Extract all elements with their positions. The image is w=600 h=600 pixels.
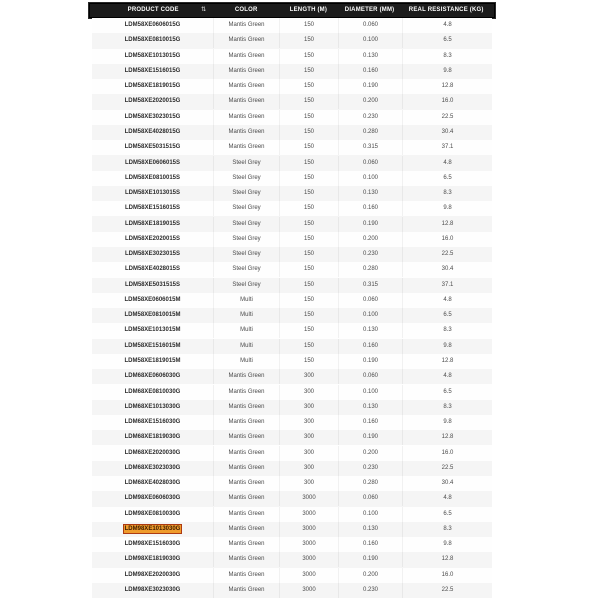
cell-diameter: 0.130	[338, 49, 402, 64]
cell-product-code: LDM58XE0606015S	[124, 159, 181, 166]
cell-product-code: LDM58XE0810015S	[124, 174, 181, 181]
cell-length: 3000	[279, 537, 338, 552]
highlighted-product-code: LDM98XE1013030G	[124, 525, 181, 532]
cell-color: Multi	[213, 339, 279, 354]
cell-diameter: 0.190	[338, 354, 402, 369]
cell-diameter: 0.060	[338, 18, 402, 33]
cell-color: Mantis Green	[213, 94, 279, 109]
cell-product-code: LDM58XE0606015M	[124, 296, 181, 303]
cell-real-resistance: 16.0	[402, 94, 492, 109]
cell-length: 150	[279, 156, 338, 171]
cell-product-code: LDM68XE0810030G	[124, 388, 181, 395]
cell-product-code: LDM58XE3023015S	[124, 251, 181, 258]
cell-real-resistance: 9.8	[402, 64, 492, 79]
cell-length: 150	[279, 247, 338, 262]
column-header-length[interactable]: LENGTH (M)	[289, 7, 328, 13]
cell-length: 3000	[279, 522, 338, 537]
cell-diameter: 0.060	[338, 369, 402, 384]
cell-length: 150	[279, 18, 338, 33]
cell-length: 300	[279, 385, 338, 400]
cell-real-resistance: 4.8	[402, 18, 492, 33]
cell-product-code: LDM98XE1516030G	[124, 541, 181, 548]
cell-product-code: LDM58XE5031515S	[124, 281, 181, 288]
cell-real-resistance: 37.1	[402, 140, 492, 155]
cell-diameter: 0.315	[338, 278, 402, 293]
cell-color: Mantis Green	[213, 64, 279, 79]
cell-diameter: 0.160	[338, 201, 402, 216]
cell-color: Mantis Green	[213, 446, 279, 461]
cell-product-code: LDM58XE1013015G	[124, 52, 181, 59]
table-row	[92, 33, 492, 48]
cell-diameter: 0.130	[338, 186, 402, 201]
cell-real-resistance: 12.8	[402, 430, 492, 445]
cell-diameter: 0.100	[338, 507, 402, 522]
cell-diameter: 0.230	[338, 110, 402, 125]
cell-color: Mantis Green	[213, 385, 279, 400]
cell-length: 300	[279, 446, 338, 461]
cell-diameter: 0.060	[338, 293, 402, 308]
table-row	[92, 171, 492, 186]
cell-color: Mantis Green	[213, 461, 279, 476]
sort-icon[interactable]: ⇅	[201, 7, 207, 13]
table-row	[92, 201, 492, 216]
cell-length: 150	[279, 308, 338, 323]
table-row	[92, 430, 492, 445]
cell-real-resistance: 30.4	[402, 125, 492, 140]
cell-diameter: 0.100	[338, 308, 402, 323]
cell-real-resistance: 37.1	[402, 278, 492, 293]
cell-product-code: LDM58XE1819015M	[124, 357, 181, 364]
cell-color: Mantis Green	[213, 522, 279, 537]
cell-length: 150	[279, 278, 338, 293]
product-table	[92, 3, 492, 598]
table-row	[92, 445, 492, 460]
cell-real-resistance: 16.0	[402, 446, 492, 461]
cell-length: 150	[279, 33, 338, 48]
cell-color: Multi	[213, 293, 279, 308]
cell-diameter: 0.190	[338, 552, 402, 567]
cell-product-code: LDM58XE1516015M	[124, 342, 181, 349]
cell-length: 300	[279, 369, 338, 384]
column-header-product-code-label: PRODUCT CODE	[127, 7, 179, 13]
cell-color: Mantis Green	[213, 369, 279, 384]
cell-color: Mantis Green	[213, 430, 279, 445]
cell-product-code: LDM68XE2020030G	[124, 449, 181, 456]
cell-length: 150	[279, 171, 338, 186]
cell-diameter: 0.200	[338, 568, 402, 583]
cell-real-resistance: 12.8	[402, 79, 492, 94]
cell-color: Steel Grey	[213, 278, 279, 293]
cell-length: 150	[279, 79, 338, 94]
cell-diameter: 0.130	[338, 400, 402, 415]
cell-diameter: 0.130	[338, 323, 402, 338]
cell-real-resistance: 8.3	[402, 400, 492, 415]
cell-color: Mantis Green	[213, 125, 279, 140]
cell-diameter: 0.100	[338, 33, 402, 48]
cell-diameter: 0.200	[338, 232, 402, 247]
table-row	[92, 308, 492, 323]
cell-length: 3000	[279, 491, 338, 506]
cell-length: 150	[279, 125, 338, 140]
cell-product-code: LDM58XE1516015S	[124, 205, 181, 212]
table-row	[92, 186, 492, 201]
column-header-diameter[interactable]: DIAMETER (MM)	[344, 7, 395, 13]
table-row	[92, 293, 492, 308]
cell-real-resistance: 9.8	[402, 415, 492, 430]
cell-real-resistance: 12.8	[402, 217, 492, 232]
table-row	[92, 140, 492, 155]
cell-product-code: LDM58XE5031515G	[124, 144, 181, 151]
table-header-row	[89, 3, 495, 18]
cell-product-code: LDM58XE2020015S	[124, 235, 181, 242]
cell-length: 150	[279, 140, 338, 155]
cell-product-code: LDM68XE1819030G	[124, 434, 181, 441]
cell-real-resistance: 8.3	[402, 186, 492, 201]
cell-real-resistance: 9.8	[402, 537, 492, 552]
cell-product-code: LDM58XE2020015G	[124, 98, 181, 105]
cell-diameter: 0.200	[338, 446, 402, 461]
cell-real-resistance: 30.4	[402, 476, 492, 491]
cell-length: 300	[279, 461, 338, 476]
cell-real-resistance: 16.0	[402, 232, 492, 247]
cell-length: 150	[279, 186, 338, 201]
cell-product-code: LDM98XE1819030G	[124, 556, 181, 563]
cell-product-code: LDM68XE1516030G	[124, 419, 181, 426]
cell-product-code: LDM58XE0606015G	[124, 22, 181, 29]
cell-color: Mantis Green	[213, 476, 279, 491]
cell-color: Steel Grey	[213, 247, 279, 262]
table-row	[92, 247, 492, 262]
table-row	[92, 400, 492, 415]
table-row	[92, 461, 492, 476]
table-row	[92, 64, 492, 79]
cell-color: Steel Grey	[213, 232, 279, 247]
cell-real-resistance: 6.5	[402, 385, 492, 400]
cell-length: 150	[279, 262, 338, 277]
cell-diameter: 0.160	[338, 339, 402, 354]
cell-color: Mantis Green	[213, 552, 279, 567]
cell-color: Steel Grey	[213, 186, 279, 201]
cell-diameter: 0.190	[338, 79, 402, 94]
cell-length: 150	[279, 94, 338, 109]
cell-diameter: 0.060	[338, 491, 402, 506]
cell-product-code: LDM58XE1819015G	[124, 83, 181, 90]
cell-color: Steel Grey	[213, 262, 279, 277]
column-header-color[interactable]: COLOR	[234, 7, 258, 13]
table-row	[92, 476, 492, 491]
cell-product-code: LDM58XE1013015M	[124, 327, 181, 334]
cell-color: Mantis Green	[213, 537, 279, 552]
cell-diameter: 0.280	[338, 262, 402, 277]
cell-product-code: LDM68XE0606030G	[124, 373, 181, 380]
table-row	[92, 125, 492, 140]
cell-color: Mantis Green	[213, 49, 279, 64]
cell-product-code: LDM68XE3023030G	[124, 464, 181, 471]
table-row	[92, 415, 492, 430]
cell-color: Multi	[213, 308, 279, 323]
cell-real-resistance: 8.3	[402, 49, 492, 64]
cell-product-code: LDM58XE1516015G	[124, 67, 181, 74]
table-row	[92, 568, 492, 583]
cell-product-code: LDM58XE1013015S	[124, 190, 181, 197]
cell-diameter: 0.190	[338, 430, 402, 445]
cell-color: Mantis Green	[213, 33, 279, 48]
cell-real-resistance: 9.8	[402, 339, 492, 354]
table-row	[92, 507, 492, 522]
cell-product-code: LDM58XE4028015S	[124, 266, 181, 273]
cell-length: 3000	[279, 568, 338, 583]
cell-color: Steel Grey	[213, 171, 279, 186]
cell-color: Mantis Green	[213, 415, 279, 430]
cell-real-resistance: 6.5	[402, 308, 492, 323]
cell-real-resistance: 4.8	[402, 156, 492, 171]
cell-color: Mantis Green	[213, 79, 279, 94]
table-row	[92, 339, 492, 354]
cell-real-resistance: 6.5	[402, 33, 492, 48]
cell-real-resistance: 6.5	[402, 171, 492, 186]
cell-real-resistance: 22.5	[402, 110, 492, 125]
table-row	[92, 262, 492, 277]
cell-color: Mantis Green	[213, 18, 279, 33]
cell-diameter: 0.060	[338, 156, 402, 171]
cell-color: Mantis Green	[213, 507, 279, 522]
cell-product-code: LDM58XE0810015M	[124, 312, 181, 319]
cell-product-code: LDM58XE1819015S	[124, 220, 181, 227]
cell-real-resistance: 6.5	[402, 507, 492, 522]
cell-length: 300	[279, 476, 338, 491]
cell-real-resistance: 8.3	[402, 522, 492, 537]
table-row	[92, 49, 492, 64]
cell-diameter: 0.160	[338, 64, 402, 79]
cell-real-resistance: 12.8	[402, 354, 492, 369]
cell-product-code: LDM58XE0810015G	[124, 37, 181, 44]
table-row	[92, 79, 492, 94]
cell-color: Steel Grey	[213, 217, 279, 232]
table-body	[92, 18, 492, 598]
cell-product-code: LDM98XE0810030G	[124, 510, 181, 517]
table-row	[92, 155, 492, 170]
table-row	[92, 232, 492, 247]
table-row	[92, 94, 492, 109]
table-row	[92, 278, 492, 293]
cell-color: Mantis Green	[213, 140, 279, 155]
cell-diameter: 0.160	[338, 415, 402, 430]
table-row	[92, 491, 492, 506]
cell-length: 150	[279, 217, 338, 232]
cell-real-resistance: 30.4	[402, 262, 492, 277]
cell-diameter: 0.280	[338, 476, 402, 491]
cell-color: Multi	[213, 323, 279, 338]
table-row	[92, 110, 492, 125]
cell-diameter: 0.200	[338, 94, 402, 109]
cell-product-code: LDM58XE3023015G	[124, 113, 181, 120]
cell-diameter: 0.230	[338, 583, 402, 598]
cell-length: 3000	[279, 507, 338, 522]
cell-real-resistance: 22.5	[402, 247, 492, 262]
cell-product-code: LDM68XE4028030G	[124, 480, 181, 487]
cell-real-resistance: 12.8	[402, 552, 492, 567]
cell-diameter: 0.160	[338, 537, 402, 552]
cell-length: 3000	[279, 552, 338, 567]
cell-color: Steel Grey	[213, 201, 279, 216]
cell-color: Mantis Green	[213, 400, 279, 415]
cell-length: 150	[279, 293, 338, 308]
cell-product-code: LDM98XE2020030G	[124, 571, 181, 578]
cell-real-resistance: 22.5	[402, 461, 492, 476]
cell-color: Mantis Green	[213, 110, 279, 125]
cell-real-resistance: 4.8	[402, 369, 492, 384]
cell-diameter: 0.230	[338, 461, 402, 476]
cell-diameter: 0.100	[338, 385, 402, 400]
cell-diameter: 0.190	[338, 217, 402, 232]
table-row	[92, 369, 492, 384]
cell-length: 150	[279, 110, 338, 125]
cell-diameter: 0.100	[338, 171, 402, 186]
cell-length: 150	[279, 339, 338, 354]
table-row	[92, 323, 492, 338]
table-row	[92, 522, 492, 537]
cell-length: 300	[279, 400, 338, 415]
cell-real-resistance: 4.8	[402, 491, 492, 506]
cell-length: 150	[279, 201, 338, 216]
cell-length: 150	[279, 232, 338, 247]
column-header-real-resistance[interactable]: REAL RESISTANCE (KG)	[408, 7, 484, 13]
cell-length: 3000	[279, 583, 338, 598]
cell-real-resistance: 22.5	[402, 583, 492, 598]
column-header-product-code[interactable]	[93, 3, 213, 18]
cell-length: 150	[279, 49, 338, 64]
cell-diameter: 0.130	[338, 522, 402, 537]
cell-real-resistance: 8.3	[402, 323, 492, 338]
cell-color: Mantis Green	[213, 491, 279, 506]
cell-color: Steel Grey	[213, 156, 279, 171]
table-row	[92, 537, 492, 552]
cell-product-code: LDM68XE1013030G	[124, 403, 181, 410]
cell-product-code: LDM58XE4028015G	[124, 128, 181, 135]
cell-color: Multi	[213, 354, 279, 369]
cell-real-resistance: 9.8	[402, 201, 492, 216]
cell-real-resistance: 16.0	[402, 568, 492, 583]
cell-diameter: 0.315	[338, 140, 402, 155]
cell-diameter: 0.280	[338, 125, 402, 140]
table-row	[92, 384, 492, 399]
cell-length: 150	[279, 323, 338, 338]
cell-product-code	[92, 522, 213, 537]
cell-length: 150	[279, 64, 338, 79]
cell-color: Mantis Green	[213, 583, 279, 598]
cell-color: Mantis Green	[213, 568, 279, 583]
cell-diameter: 0.230	[338, 247, 402, 262]
table-row	[92, 354, 492, 369]
table-row	[92, 583, 492, 598]
cell-product-code: LDM98XE3023030G	[124, 586, 181, 593]
cell-length: 300	[279, 415, 338, 430]
cell-real-resistance: 4.8	[402, 293, 492, 308]
cell-length: 150	[279, 354, 338, 369]
table-row	[92, 216, 492, 231]
table-row	[92, 552, 492, 567]
table-row	[92, 18, 492, 33]
cell-length: 300	[279, 430, 338, 445]
cell-product-code: LDM98XE0606030G	[124, 495, 181, 502]
